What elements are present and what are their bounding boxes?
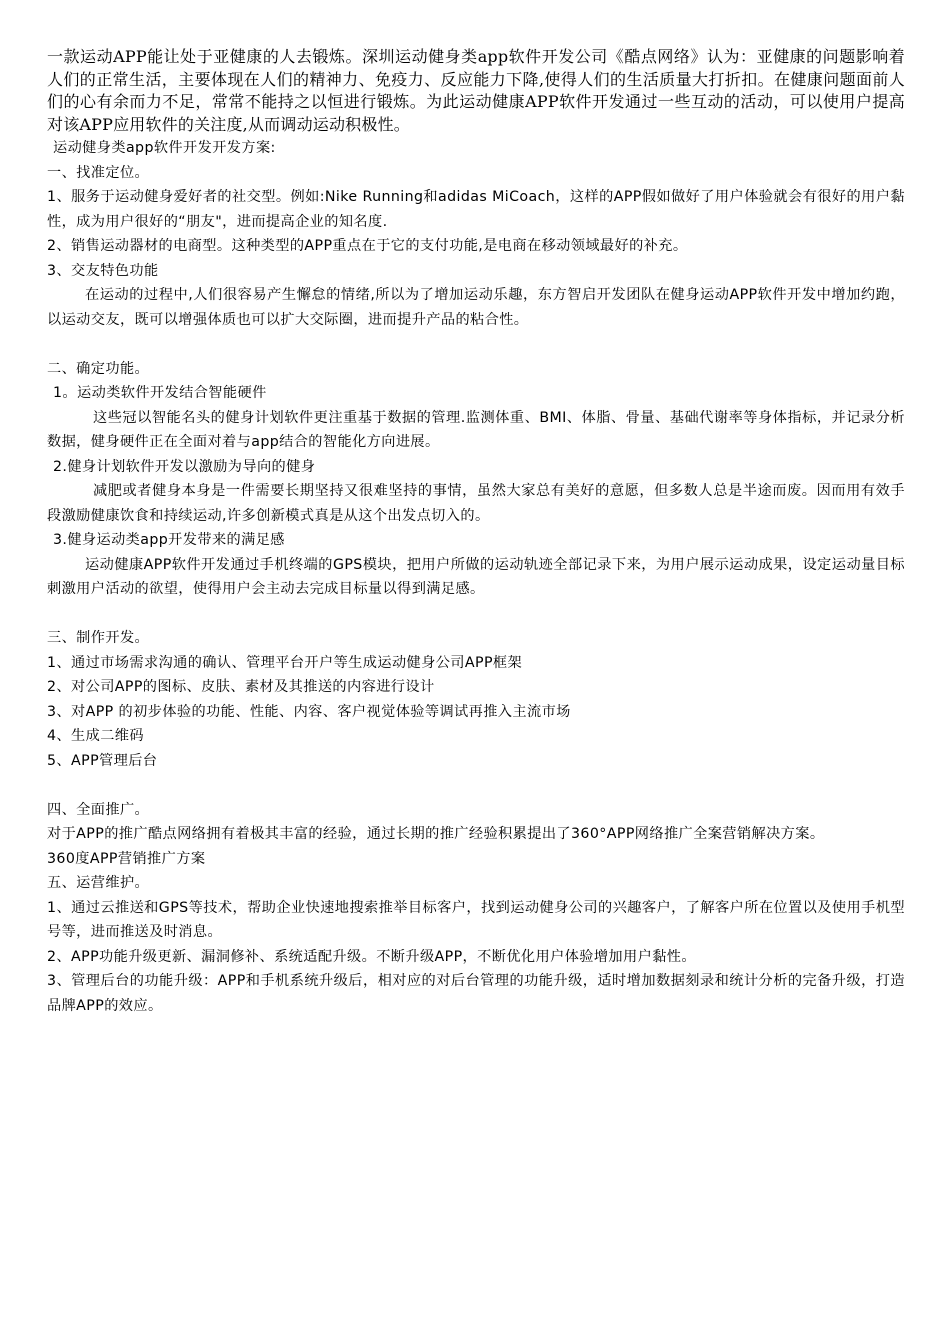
section-2-sub-2: 2.健身计划软件开发以激励为导向的健身	[53, 458, 316, 475]
section-2-sub-1-body: 这些冠以智能名头的健身计划软件更注重基于数据的管理.监测体重、BMI、体脂、骨量、基础代谢率等身体指标，并记录分析数据，健身硬件正在全面对着与app结合的智能化方向进展。	[47, 409, 905, 450]
section-4-heading: 四、全面推广。	[47, 801, 150, 818]
document-page	[47, 46, 905, 1018]
section-2-sub-1: 1。运动类软件开发结合智能硬件	[53, 385, 267, 401]
spacer	[47, 332, 905, 357]
section-5-item: 3、管理后台的功能升级：APP和手机系统升级后，相对应的对后台管理的功能升级，适时增加数据刻录和统计分析的完备升级，打造品牌APP的效应。	[47, 973, 905, 1014]
section-2-heading: 二、确定功能。	[47, 360, 150, 377]
plan-title: 运动健身类app软件开发开发方案:	[53, 140, 276, 156]
intro-paragraph: 一款运动APP能让处于亚健康的人去锻炼。深圳运动健身类app软件开发公司《酷点网络》认为：亚健康的问题影响着人们的正常生活，主要体现在人们的精神力、免疫力、反应能力下降,使得人们的生活质量大打折扣。在健康问题面前人们的心有余而力不足，常常不能持之以恒进行锻炼。为此运动健康APP软件开发通过一些互动的活动，可以使用户提高对该APP应用软件的关注度,从而调动运动积极性。	[47, 47, 905, 134]
plan-body	[47, 136, 905, 1018]
section-4-line-2: 360度APP营销推广方案	[47, 850, 206, 867]
section-1-item-2: 2、销售运动器材的电商型。这种类型的APP重点在于它的支付功能,是电商在移动领域最好的补充。	[47, 238, 688, 254]
section-3-item: 5、APP管理后台	[47, 752, 158, 769]
section-1-heading: 一、找准定位。	[47, 164, 150, 181]
section-3-heading: 三、制作开发。	[47, 630, 150, 646]
spacer	[47, 602, 905, 627]
section-2-sub-3-body: 运动健康APP软件开发通过手机终端的GPS模块，把用户所做的运动轨迹全部记录下来，为用户展示运动成果，设定运动量目标刺激用户活动的欲望，使得用户会主动去完成目标量以得到满足感。	[47, 556, 905, 597]
section-3-item: 3、对APP 的初步体验的功能、性能、内容、客户视觉体验等调试再推入主流市场	[47, 703, 571, 720]
section-1-item-3: 3、交友特色功能	[47, 262, 159, 279]
section-4-body: 对于APP的推广酷点网络拥有着极其丰富的经验，通过长期的推广经验积累提出了360°APP网络推广全案营销解决方案。	[47, 826, 825, 842]
section-1-item-1: 1、服务于运动健身爱好者的社交型。例如:Nike Running和adidas MiCoach，这样的APP假如做好了用户体验就会有很好的用户黏性，成为用户很好的“朋友"，进而提高企业的知名度.	[47, 189, 905, 230]
section-5-item: 1、通过云推送和GPS等技术，帮助企业快速地搜索推举目标客户，找到运动健身公司的兴趣客户，了解客户所在位置以及使用手机型号等，进而推送及时消息。	[47, 899, 905, 940]
spacer	[47, 773, 905, 798]
section-3-item: 4、生成二维码	[47, 728, 144, 744]
section-5-item: 2、APP功能升级更新、漏洞修补、系统适配升级。不断升级APP，不断优化用户体验增加用户黏性。	[47, 948, 696, 965]
section-1-item-3-body: 在运动的过程中,人们很容易产生懈怠的情绪,所以为了增加运动乐趣，东方智启开发团队在健身运动APP软件开发中增加约跑，以运动交友，既可以增强体质也可以扩大交际圈，进而提升产品的粘合性。	[47, 287, 905, 328]
section-2-sub-2-body: 减肥或者健身本身是一件需要长期坚持又很难坚持的事情，虽然大家总有美好的意愿，但多数人总是半途而废。因而用有效手段激励健康饮食和持续运动,许多创新模式真是从这个出发点切入的。	[47, 483, 905, 524]
section-2-sub-3: 3.健身运动类app开发带来的满足感	[53, 532, 285, 548]
section-3-item: 1、通过市场需求沟通的确认、管理平台开户等生成运动健身公司APP框架	[47, 654, 523, 671]
section-5-heading: 五、运营维护。	[47, 875, 150, 891]
section-3-item: 2、对公司APP的图标、皮肤、素材及其推送的内容进行设计	[47, 679, 435, 695]
